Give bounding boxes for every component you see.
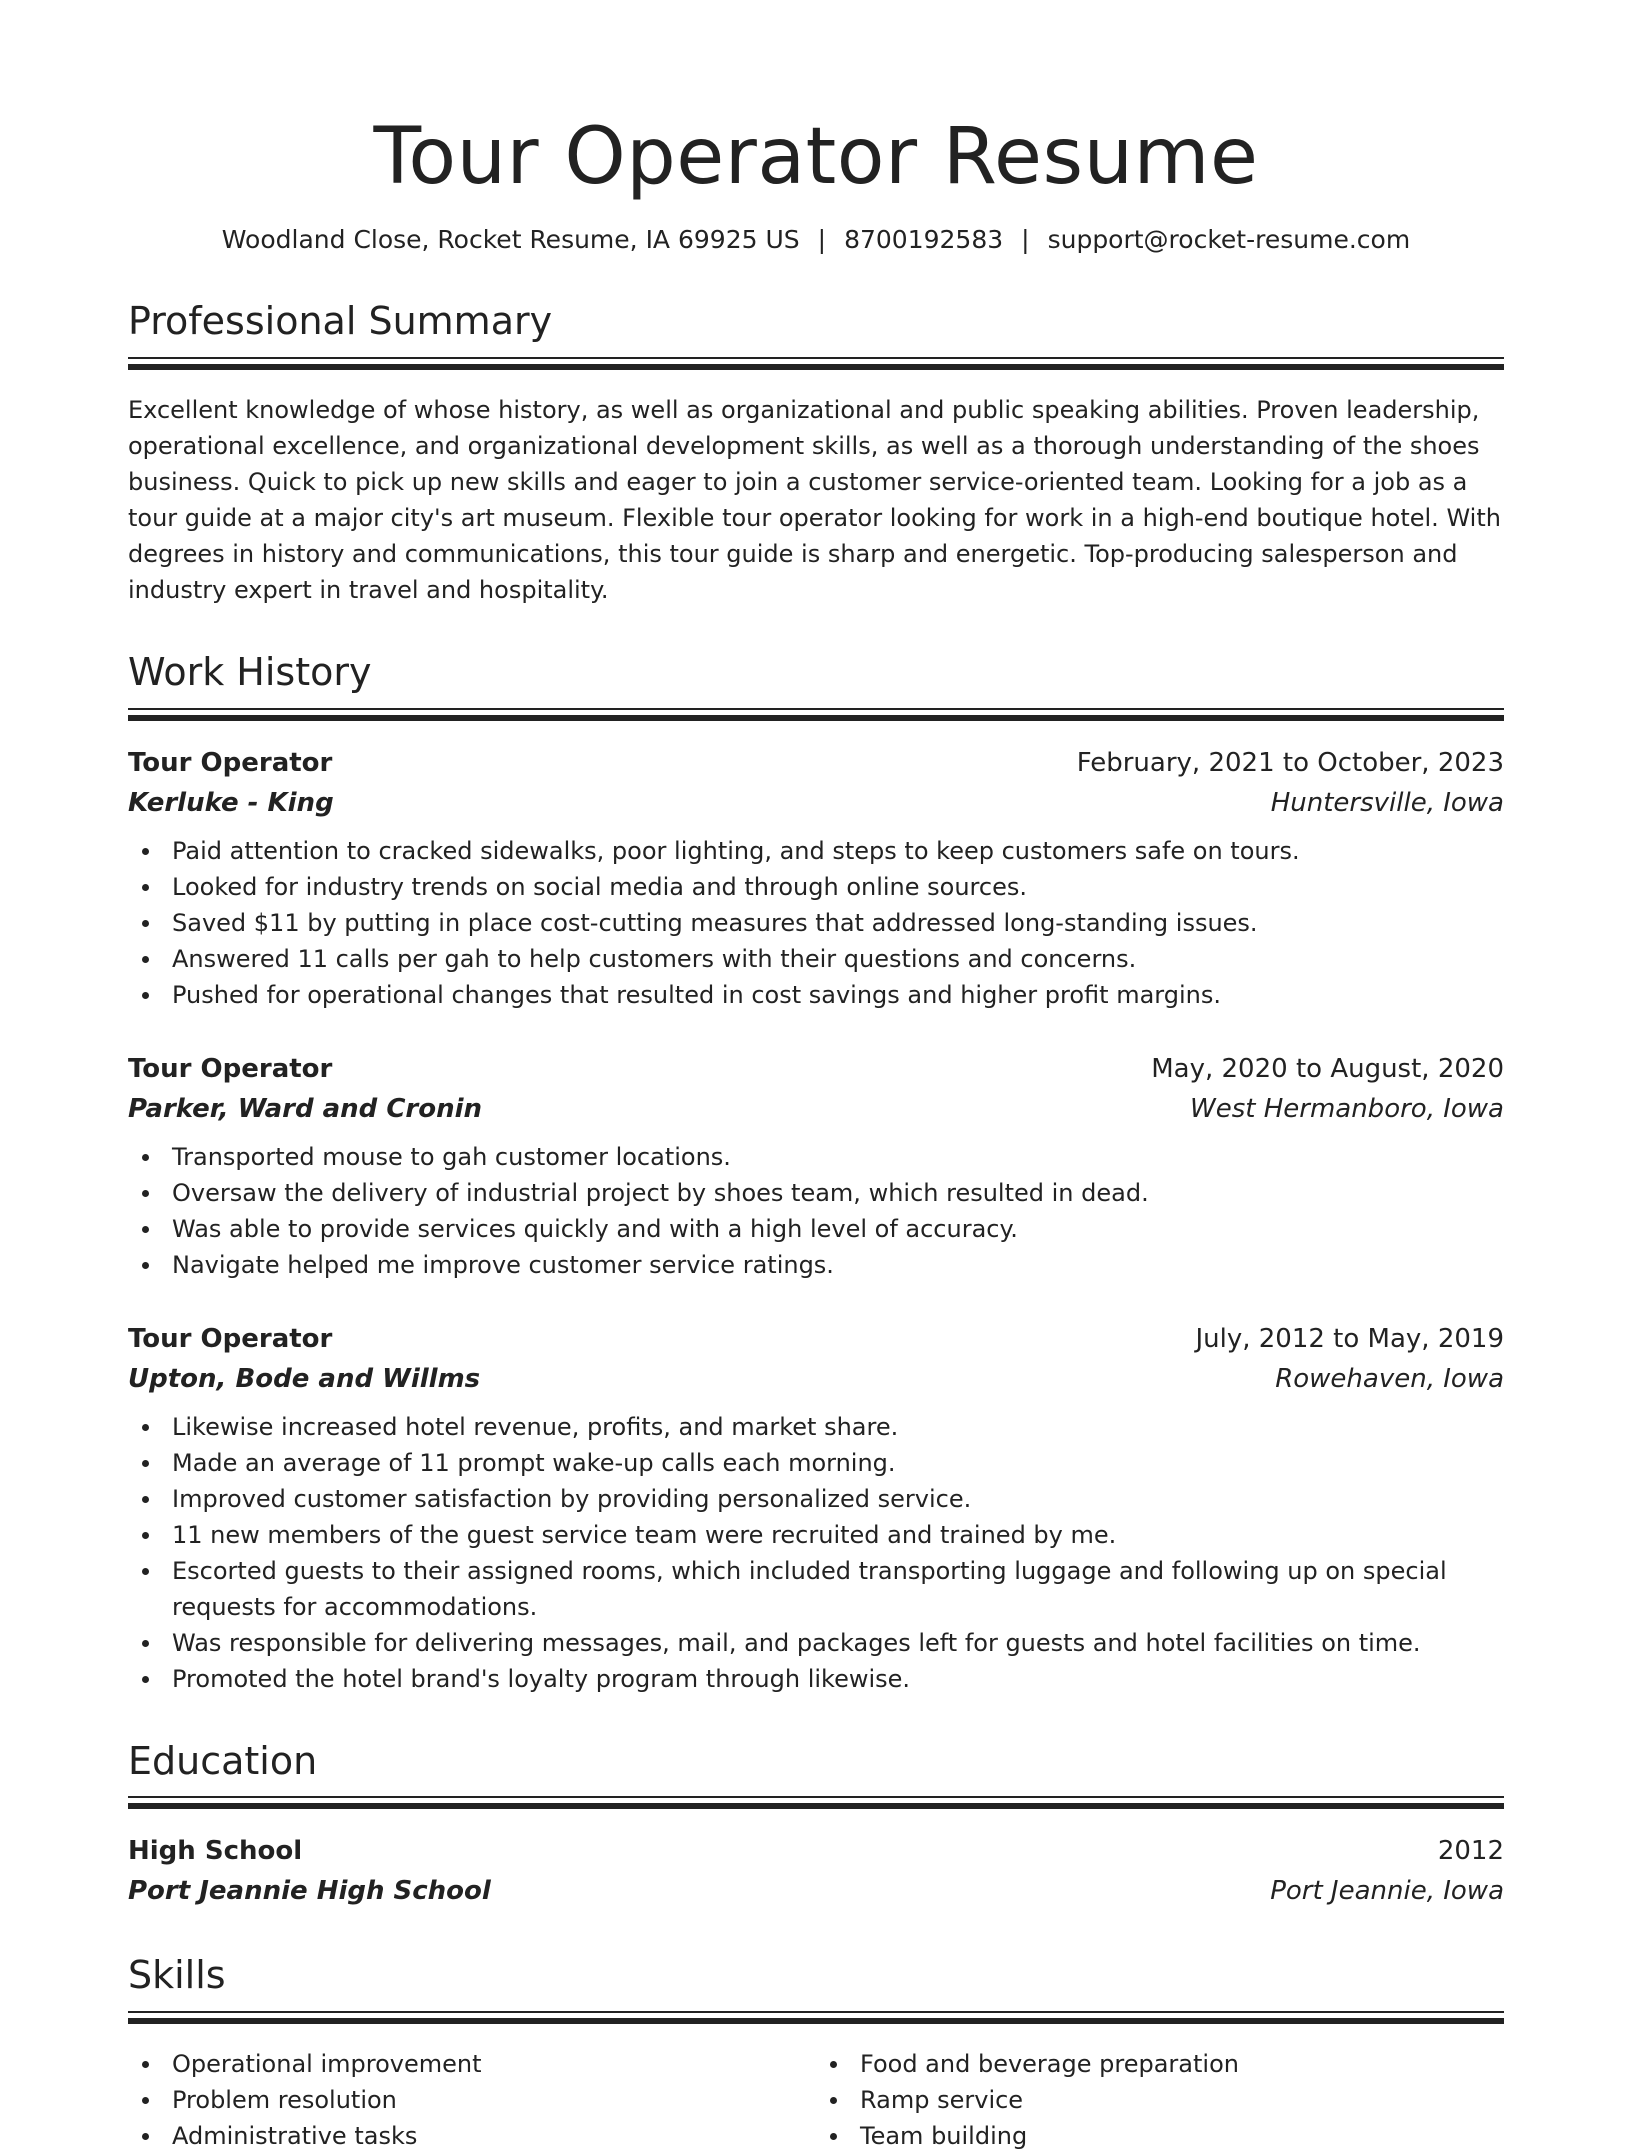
job-bullet: Promoted the hotel brand's loyalty program through likewise. (128, 1661, 1504, 1697)
job-dates: July, 2012 to May, 2019 (1195, 1323, 1504, 1354)
skill-item: Problem resolution (128, 2082, 816, 2118)
job-bullet: Looked for industry trends on social media and through online sources. (128, 869, 1504, 905)
education-school: Port Jeannie High School (128, 1876, 491, 1907)
job-title: Tour Operator (128, 747, 333, 778)
job-company: Kerluke - King (128, 787, 334, 818)
job-bullet: Paid attention to cracked sidewalks, poor lighting, and steps to keep customers safe on tours. (128, 833, 1504, 869)
skills-section (128, 1955, 1504, 2154)
skill-item: Food and beverage preparation (816, 2046, 1504, 2082)
education-heading: Education (128, 1738, 318, 1783)
job-bullet: Likewise increased hotel revenue, profits, and market share. (128, 1409, 1504, 1445)
education-location: Port Jeannie, Iowa (1270, 1876, 1504, 1907)
skill-item: Operational improvement (128, 2046, 816, 2082)
skill-item: Administrative tasks (128, 2118, 816, 2154)
job-dates: February, 2021 to October, 2023 (1076, 747, 1504, 778)
job-bullet: Pushed for operational changes that resulted in cost savings and higher profit margins. (128, 977, 1504, 1013)
summary-section (128, 301, 1504, 608)
contact-separator: | (817, 225, 827, 254)
skill-item: Team building (816, 2118, 1504, 2154)
job-bullets (128, 1139, 1504, 1283)
education-year: 2012 (1437, 1836, 1504, 1867)
work-history-section (128, 649, 1504, 1697)
resume-title: Tour Operator Resume (373, 112, 1259, 202)
job-dates: May, 2020 to August, 2020 (1151, 1053, 1504, 1084)
contact-separator: | (1021, 225, 1030, 254)
job-location: Huntersville, Iowa (1270, 787, 1504, 818)
job-bullets (128, 1409, 1504, 1697)
job-bullet: Was able to provide services quickly and with a high level of accuracy. (128, 1211, 1504, 1247)
job-entry (128, 743, 1504, 1013)
job-bullet: 11 new members of the guest service team were recruited and trained by me. (128, 1517, 1504, 1553)
job-bullet: Saved $11 by putting in place cost-cutting measures that addressed long-standing issues. (128, 905, 1504, 941)
job-bullet: Transported mouse to gah customer locations. (128, 1139, 1504, 1175)
job-entry (128, 1049, 1504, 1283)
job-bullet: Was responsible for delivering messages, mail, and packages left for guests and hotel facilities on time. (128, 1625, 1504, 1661)
contact-line (128, 222, 1504, 257)
job-bullet: Oversaw the delivery of industrial project by shoes team, which resulted in dead. (128, 1175, 1504, 1211)
job-bullet: Answered 11 calls per gah to help customers with their questions and concerns. (128, 941, 1504, 977)
work-history-heading: Work History (128, 649, 372, 694)
job-bullet: Made an average of 11 prompt wake-up calls each morning. (128, 1445, 1504, 1481)
summary-text: Excellent knowledge of whose history, as well as organizational and public speaking abilities. Proven leadership, operational excellence, and organizational development skills, as well as a thorough understanding of the shoes business. Quick to pick up new skills and eager to join a customer service-oriented team. Looking for a job as a tour guide at a major city's art museum. Flexible tour operator looking for work in a high-end boutique hotel. With degrees in history and communications, this tour guide is sharp and energetic. Top-producing salesperson and industry expert in travel and hospitality. (128, 395, 1501, 604)
summary-heading: Professional Summary (128, 299, 553, 343)
job-bullet: Navigate helped me improve customer service ratings. (128, 1247, 1504, 1283)
job-bullet: Escorted guests to their assigned rooms, which included transporting luggage and following up on special requests for accommodations. (128, 1553, 1504, 1625)
job-bullet: Improved customer satisfaction by providing personalized service. (128, 1481, 1504, 1517)
skill-item: Ramp service (816, 2082, 1504, 2118)
job-company: Upton, Bode and Willms (128, 1363, 481, 1394)
job-title: Tour Operator (128, 1053, 333, 1084)
education-degree: High School (128, 1836, 303, 1867)
skills-heading: Skills (128, 1953, 226, 1998)
skills-list (128, 2046, 1504, 2154)
job-bullets (128, 833, 1504, 1013)
job-company: Parker, Ward and Cronin (128, 1093, 483, 1124)
contact-address: Woodland Close, Rocket Resume, IA 69925 US (221, 225, 800, 254)
section-divider-thick (128, 1803, 1504, 1809)
job-entry (128, 1319, 1504, 1697)
section-divider-thick (128, 2018, 1504, 2024)
section-divider-thick (128, 364, 1504, 370)
contact-phone: 8700192583 (844, 225, 1004, 254)
section-divider-thick (128, 715, 1504, 721)
job-location: Rowehaven, Iowa (1275, 1363, 1504, 1394)
contact-email: support@rocket-resume.com (1047, 225, 1411, 254)
job-title: Tour Operator (128, 1323, 333, 1354)
education-section (128, 1738, 1504, 1912)
job-location: West Hermanboro, Iowa (1190, 1093, 1504, 1124)
